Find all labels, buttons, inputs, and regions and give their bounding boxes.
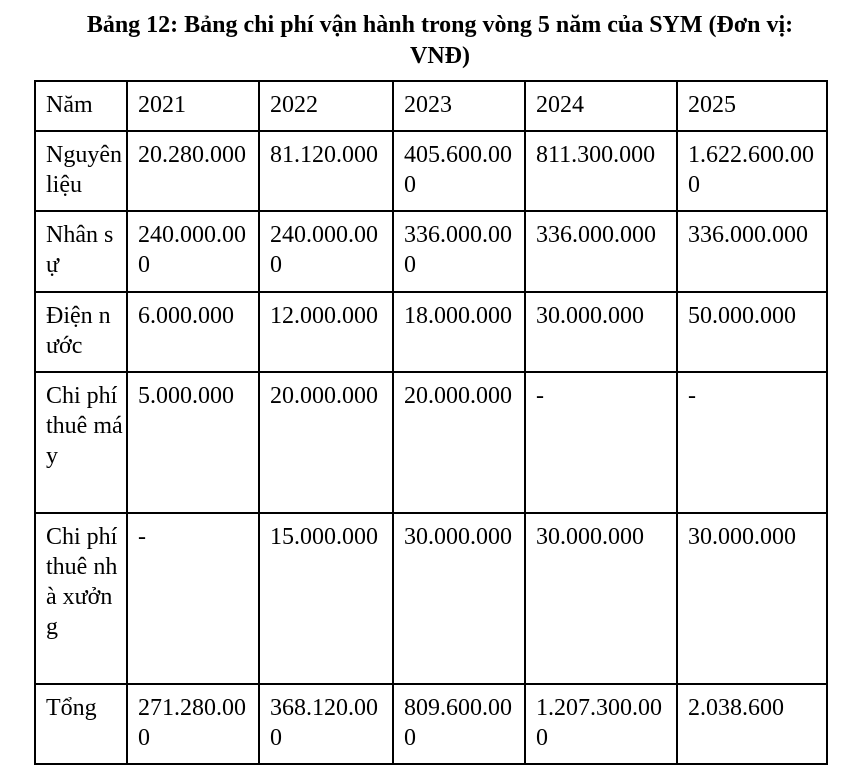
table-row (35, 292, 827, 372)
table-row (35, 131, 827, 211)
table-cell: 271.280.000 (127, 684, 259, 764)
table-caption (30, 10, 850, 72)
table-cell: 2.038.600 (677, 684, 827, 764)
header-cell-year-label: Năm (35, 81, 127, 131)
table-cell: 5.000.000 (127, 372, 259, 513)
table-cell: 30.000.000 (677, 513, 827, 684)
table-cell: 30.000.000 (525, 292, 677, 372)
header-cell-2024: 2024 (525, 81, 677, 131)
header-cell-2023: 2023 (393, 81, 525, 131)
table-cell: 12.000.000 (259, 292, 393, 372)
table-cell: 20.000.000 (259, 372, 393, 513)
table-cell: 20.280.000 (127, 131, 259, 211)
table-cell: 336.000.000 (393, 211, 525, 292)
table-cell: 405.600.000 (393, 131, 525, 211)
table-cell: 336.000.000 (677, 211, 827, 292)
table-cell: 1.622.600.000 (677, 131, 827, 211)
table-row (35, 211, 827, 292)
table-row (35, 372, 827, 513)
table-cell: 6.000.000 (127, 292, 259, 372)
table-cell: 30.000.000 (393, 513, 525, 684)
row-label-factory-rental: Chi phí thuê nhà xưởng (35, 513, 127, 684)
row-label-personnel: Nhân sự (35, 211, 127, 292)
table-cell: 15.000.000 (259, 513, 393, 684)
table-row (35, 684, 827, 764)
table-cell: 1.207.300.000 (525, 684, 677, 764)
table-cell: 336.000.000 (525, 211, 677, 292)
operating-cost-table (34, 80, 828, 765)
table-cell: 18.000.000 (393, 292, 525, 372)
row-label-machine-rental: Chi phí thuê máy (35, 372, 127, 513)
table-header-row (35, 81, 827, 131)
table-row (35, 513, 827, 684)
row-label-raw-materials: Nguyên liệu (35, 131, 127, 211)
table-cell: 240.000.000 (259, 211, 393, 292)
row-label-total: Tổng (35, 684, 127, 764)
table-cell: 81.120.000 (259, 131, 393, 211)
table-cell: 811.300.000 (525, 131, 677, 211)
table-cell: - (677, 372, 827, 513)
table-cell: 240.000.000 (127, 211, 259, 292)
row-label-utilities: Điện nước (35, 292, 127, 372)
header-cell-2022: 2022 (259, 81, 393, 131)
caption-line-1: Bảng 12: Bảng chi phí vận hành trong vòng 5 năm của SYM (Đơn vị: (86, 12, 794, 38)
table-cell: - (127, 513, 259, 684)
table-cell: 50.000.000 (677, 292, 827, 372)
table-cell: 20.000.000 (393, 372, 525, 513)
table-cell: 368.120.000 (259, 684, 393, 764)
caption-line-2: VNĐ) (410, 43, 470, 69)
table-cell: 30.000.000 (525, 513, 677, 684)
table-cell: - (525, 372, 677, 513)
header-cell-2021: 2021 (127, 81, 259, 131)
header-cell-2025: 2025 (677, 81, 827, 131)
table-cell: 809.600.000 (393, 684, 525, 764)
